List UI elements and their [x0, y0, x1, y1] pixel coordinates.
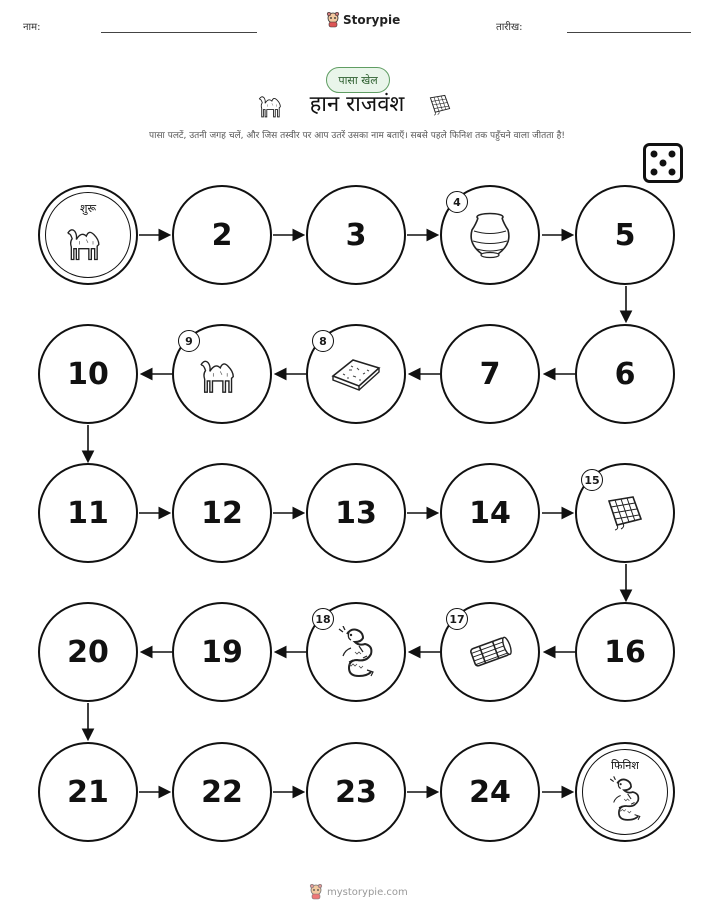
board-space: 19	[172, 602, 272, 702]
board-space: 12	[172, 463, 272, 563]
board-space	[306, 602, 406, 702]
board-space: 13	[306, 463, 406, 563]
board-space	[172, 324, 272, 424]
camel-icon	[196, 353, 248, 395]
board-space: 10	[38, 324, 138, 424]
board-space: 21	[38, 742, 138, 842]
board-space	[306, 324, 406, 424]
pot-icon	[467, 211, 513, 259]
board-space: 6	[575, 324, 675, 424]
storypie-mascot-icon	[326, 12, 340, 28]
board-space: 2	[172, 185, 272, 285]
name-label: नाम:	[23, 22, 41, 33]
board-space	[440, 185, 540, 285]
board-space: 14	[440, 463, 540, 563]
finish-label: फिनिश	[611, 759, 639, 772]
space-number: 18	[312, 608, 334, 630]
footer	[309, 884, 408, 900]
space-number: 4	[446, 191, 468, 213]
space-number: 17	[446, 608, 468, 630]
brand-name: Storypie	[343, 13, 401, 27]
dice-icon	[643, 143, 683, 183]
camel-icon	[63, 222, 113, 262]
paper-icon	[329, 354, 383, 394]
date-line[interactable]	[567, 32, 691, 33]
name-line[interactable]	[101, 32, 257, 33]
space-number: 15	[581, 469, 603, 491]
space-number: 8	[312, 330, 334, 352]
dragon-icon	[605, 776, 645, 822]
instructions: पासा पलटें, उतनी जगह चलें, और जिस तस्वीर पर आप उतरें उसका नाम बताएँ। सबसे पहले फिनिश तक पहुँचने वाला जीतता है!	[149, 131, 565, 141]
board-space: 22	[172, 742, 272, 842]
board-space	[440, 602, 540, 702]
bamboo-scroll-icon	[466, 635, 514, 669]
board-space: 16	[575, 602, 675, 702]
board-space: 24	[440, 742, 540, 842]
silk-icon	[605, 495, 645, 531]
board-space: 23	[306, 742, 406, 842]
silk-icon	[428, 94, 452, 116]
footer-url[interactable]: mystorypie.com	[327, 886, 408, 898]
start-label: शुरू	[79, 202, 97, 215]
dragon-icon	[333, 626, 379, 678]
game-type-badge: पासा खेल	[326, 67, 390, 93]
page-title: हान राजवंश	[309, 92, 405, 117]
board-space: 20	[38, 602, 138, 702]
space-number: 9	[178, 330, 200, 352]
date-label: तारीख:	[496, 22, 523, 33]
finish-space	[575, 742, 675, 842]
board-space	[575, 463, 675, 563]
board-space: 7	[440, 324, 540, 424]
board-space: 3	[306, 185, 406, 285]
board-space: 5	[575, 185, 675, 285]
board-space: 11	[38, 463, 138, 563]
storypie-mascot-icon	[309, 884, 323, 900]
start-space	[38, 185, 138, 285]
brand-logo	[326, 12, 400, 28]
